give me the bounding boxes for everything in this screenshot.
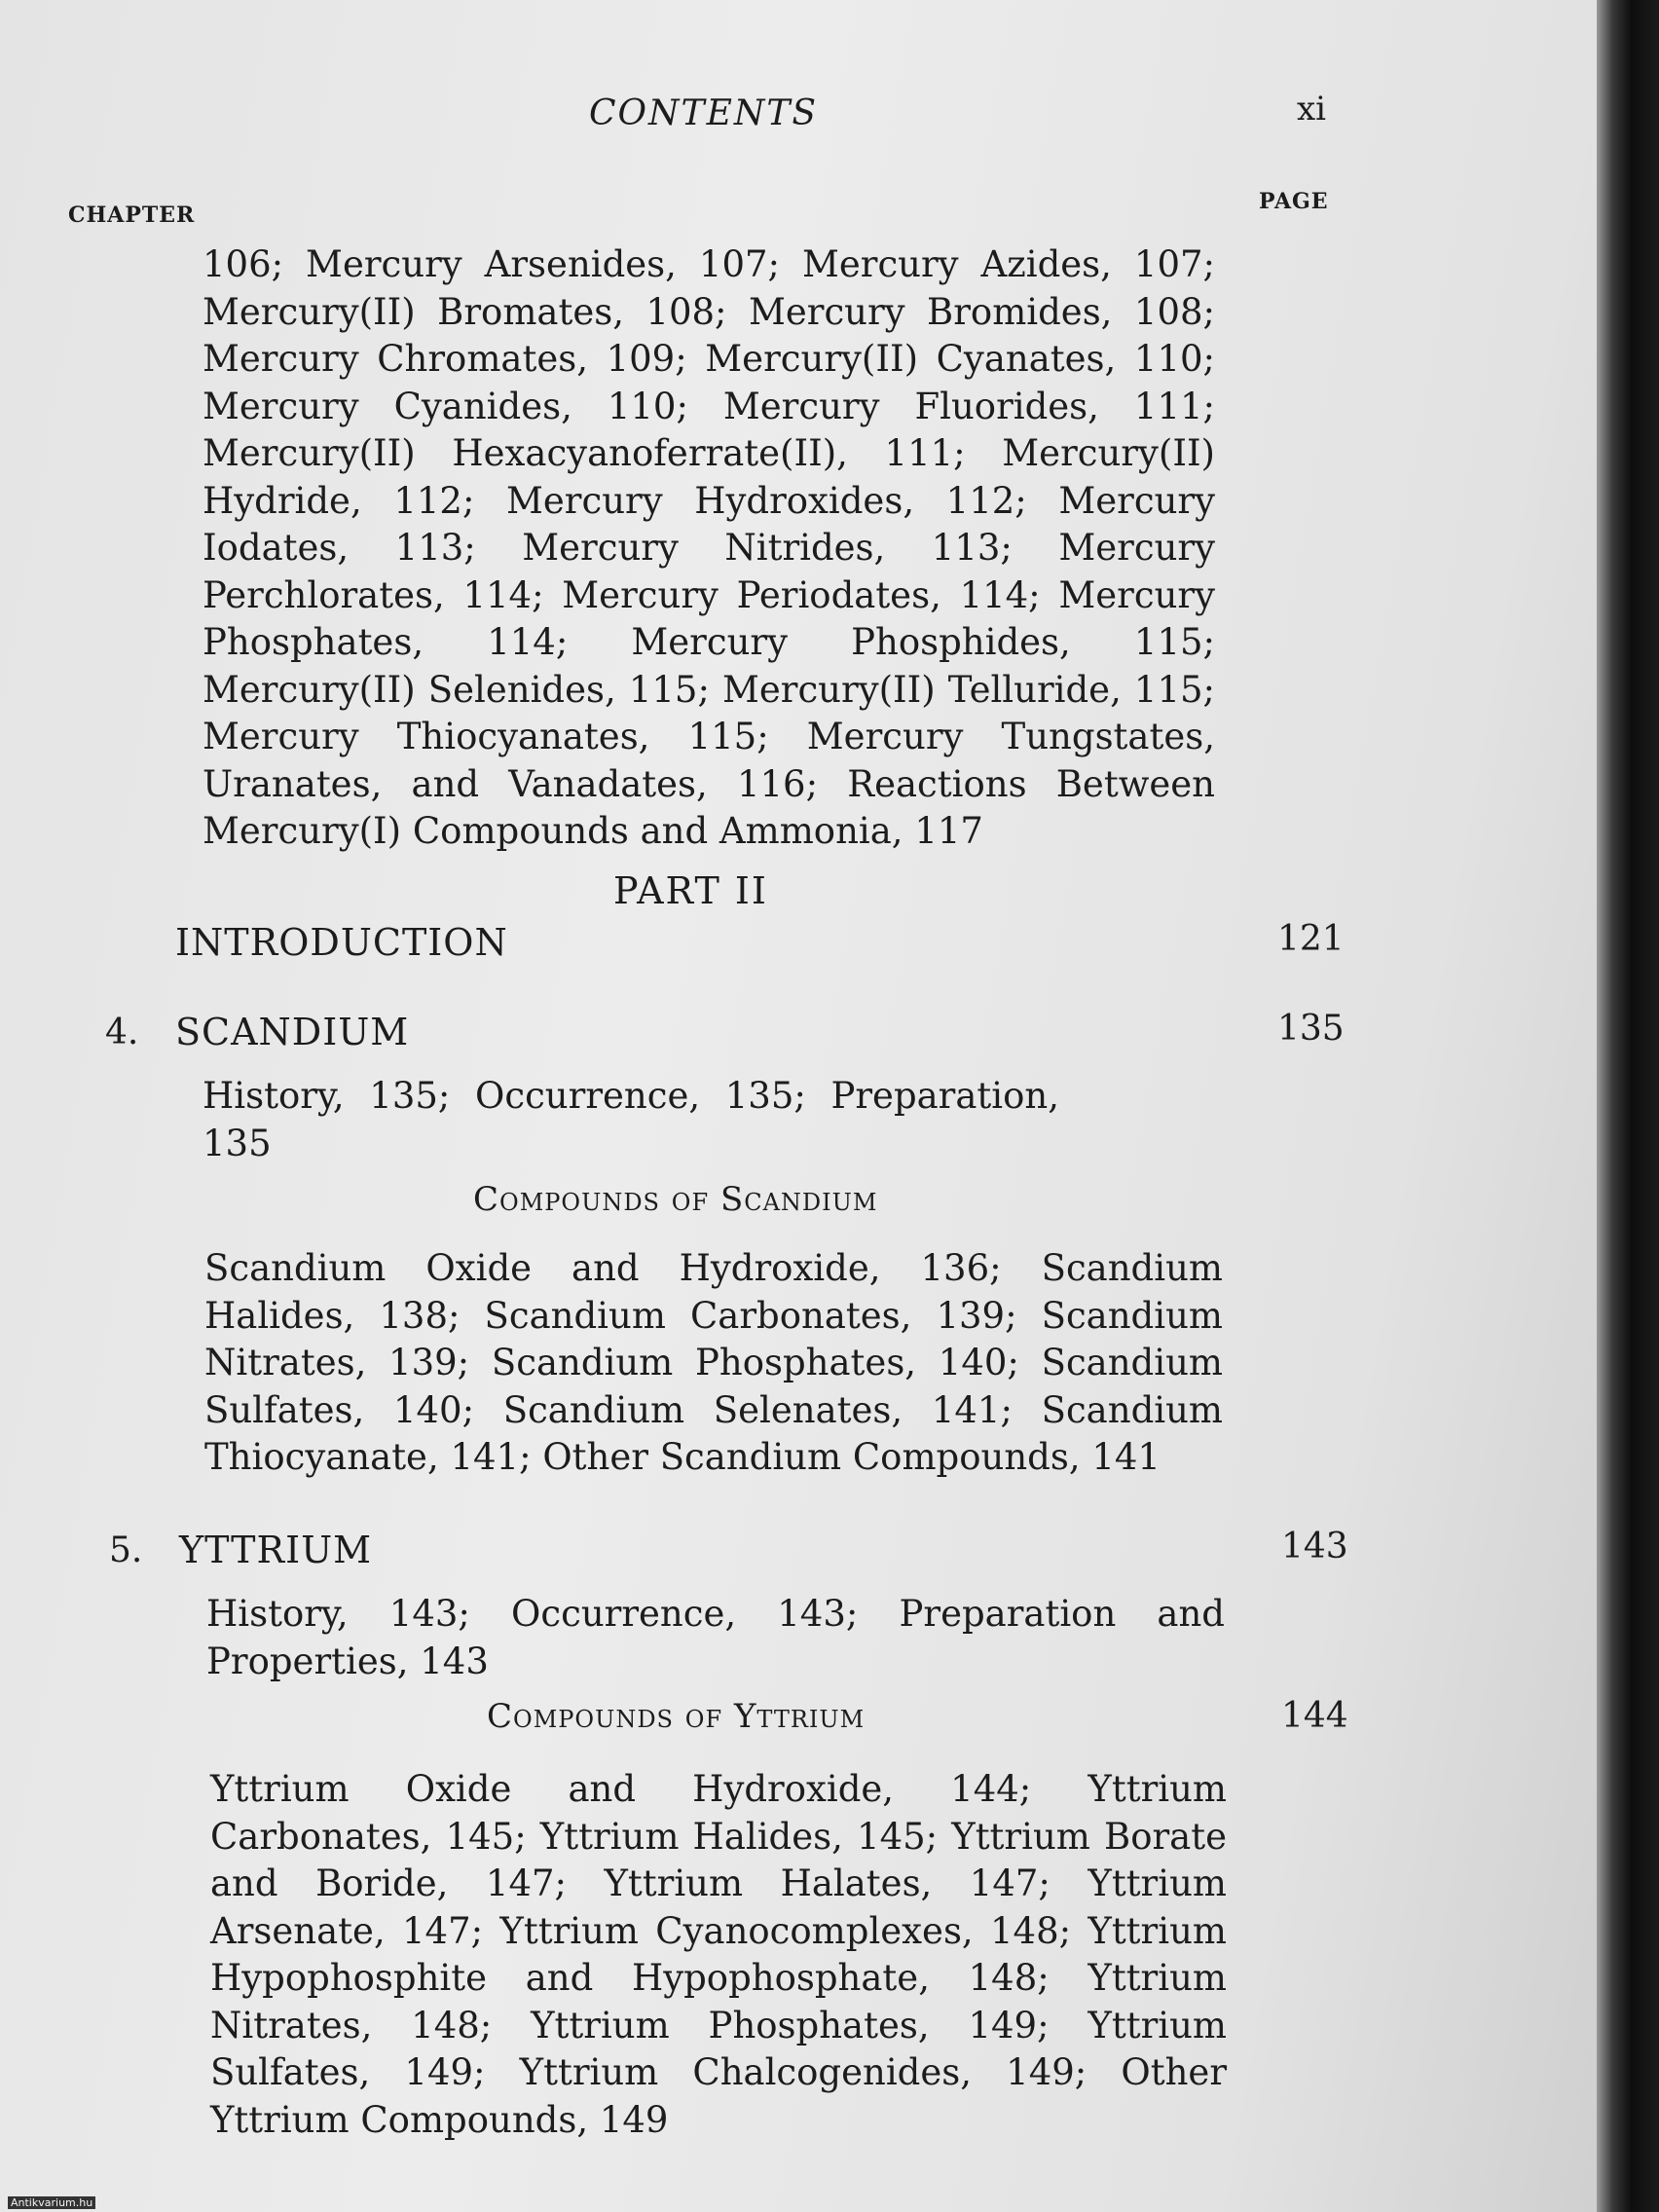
yttrium-compounds-heading: Compounds of Yttrium	[487, 1697, 866, 1736]
chapter-4-topics: History, 135; Occurrence, 135; Preparation, 135	[203, 1075, 1059, 1164]
page-column-label: PAGE	[1259, 189, 1329, 214]
scandium-compounds-list: Scandium Oxide and Hydroxide, 136; Scandium Halides, 138; Scandium Carbonates, 139; Scandium Nitrates, 139; Scandium Phosphates, 140; Scandium Sulfates, 140; Scandium Selenates, 141; Scandium Thiocyanate, 141; Other Scandium Compounds, 141	[204, 1247, 1223, 1478]
chapter-5-page: 143	[1281, 1527, 1348, 1567]
scandium-compounds-heading: Compounds of Scandium	[473, 1180, 878, 1219]
chapter-4-page: 135	[1277, 1009, 1345, 1049]
running-head: CONTENTS	[589, 93, 819, 133]
part-title: PART II	[613, 869, 768, 912]
mercury-compounds-continuation: 106; Mercury Arsenides, 107; Mercury Azides, 107; Mercury(II) Bromates, 108; Mercury Bromides, 108; Mercury Chromates, 109; Mercury(II) Cyanates, 110; Mercury Cyanides, 110; Mercury Fluorides, 111; Mercury(II) Hexacyanoferrate(II), 111; Mercury(II) Hydride, 112; Mercury Hydroxides, 112; Mercury Iodates, 113; Mercury Nitrides, 113; Mercury Perchlorates, 114; Mercury Periodates, 114; Mercury Phosphates, 114; Mercury Phosphides, 115; Mercury(II) Selenides, 115; Mercury(II) Telluride, 115; Mercury Thiocyanates, 115; Mercury Tungstates, Uranates, and Vanadates, 116; Reactions Between Mercury(I) Compounds and Ammonia, 117	[203, 243, 1215, 852]
introduction-page: 121	[1277, 919, 1345, 959]
chapter-5-number: 5.	[109, 1530, 143, 1570]
chapter-4-number: 4.	[105, 1013, 139, 1052]
page-number: xi	[1297, 90, 1327, 129]
chapter-4-title: SCANDIUM	[175, 1011, 410, 1053]
chapter-column-label: CHAPTER	[68, 203, 196, 228]
chapter-5-topics: History, 143; Occurrence, 143; Preparation and Properties, 143	[206, 1593, 1225, 1682]
yttrium-compounds-list: Yttrium Oxide and Hydroxide, 144; Yttrium Carbonates, 145; Yttrium Halides, 145; Yttrium Borate and Boride, 147; Yttrium Halates, 147; Yttrium Arsenate, 147; Yttrium Cyanocomplexes, 148; Yttrium Hypophosphite and Hypophosphate, 148; Yttrium Nitrates, 148; Yttrium Phosphates, 149; Yttrium Sulfates, 149; Yttrium Chalcogenides, 149; Other Yttrium Compounds, 149	[210, 1768, 1227, 2141]
chapter-5-title: YTTRIUM	[179, 1529, 373, 1571]
book-binding-edge	[1597, 0, 1659, 2212]
yttrium-compounds-page: 144	[1281, 1696, 1348, 1736]
watermark: Antikvarium.hu	[8, 2196, 95, 2209]
introduction-title: INTRODUCTION	[175, 921, 508, 964]
